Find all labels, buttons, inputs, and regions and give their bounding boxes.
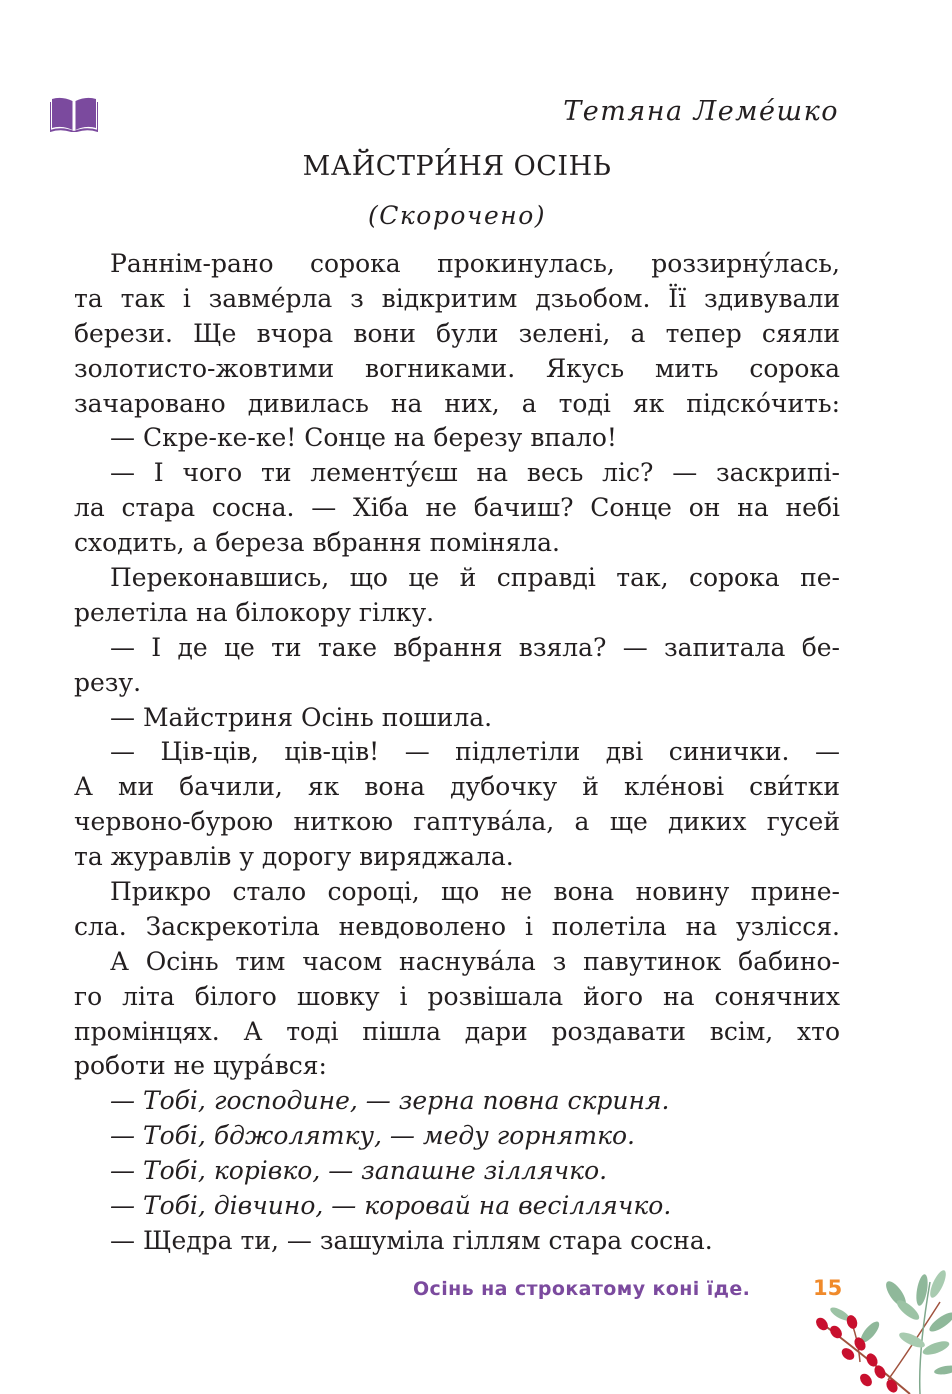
text-line: го літа білого шовку і розвішала його на сонячних bbox=[74, 981, 840, 1011]
text-line: А ми бачили, як вона дубочку й кле́нові сви́тки bbox=[74, 772, 840, 802]
text-line: — Скре-ке-ке! Сонце на березу впало! bbox=[110, 423, 617, 453]
text-line: сла. Заскрекотіла невдоволено і полетіла на узлісся. bbox=[74, 911, 840, 941]
text-line: — Щедра ти, — зашуміла гіллям стара сосна. bbox=[110, 1225, 713, 1255]
berry-branch-icon bbox=[800, 1262, 952, 1394]
author-name: Тетяна Леме́шко bbox=[563, 96, 839, 127]
text-line: — Ців-ців, ців-ців! — підлетіли дві синички. — bbox=[110, 737, 840, 767]
text-line: Раннім-рано сорока прокинулась, роззирну́лась, bbox=[110, 249, 840, 278]
text-line: золотисто-жовтими вогниками. Якусь мить сорока bbox=[74, 353, 840, 383]
text-line: та журавлів у дорогу виряджала. bbox=[74, 842, 514, 872]
open-book-icon bbox=[50, 96, 98, 132]
text-line: — Тобі, бджолятку, — меду горнятко. bbox=[110, 1121, 635, 1151]
footer-proverb: Осінь на строкатому коні їде. bbox=[413, 1278, 751, 1300]
story-subtitle: (Скорочено) bbox=[367, 201, 547, 230]
text-line: — І чого ти лементу́єш на весь ліс? — заскрипі- bbox=[110, 458, 840, 488]
text-line: та так і завме́рла з відкритим дзьобом. Її здивували bbox=[74, 283, 840, 313]
story-title: МАЙСТРИ́НЯ ОСІНЬ bbox=[302, 151, 612, 182]
text-line: резу. bbox=[74, 667, 142, 697]
text-line: — Тобі, корівко, — запашне зіллячко. bbox=[110, 1156, 608, 1186]
story-text bbox=[74, 247, 840, 1259]
text-line: сходить, а береза вбрання поміняла. bbox=[74, 528, 560, 558]
text-line: — Майстриня Осінь пошила. bbox=[110, 702, 493, 732]
page-number: 15 bbox=[813, 1276, 843, 1300]
text-line: промінцях. А тоді пішла дари роздавати всім, хто bbox=[74, 1016, 840, 1046]
text-line: Переконавшись, що це й справді так, сорока пе- bbox=[110, 563, 840, 593]
text-line: Прикро стало сороці, що не вона новину прине- bbox=[110, 877, 840, 907]
text-line: зачаровано дивилась на них, а тоді як підско́чить: bbox=[74, 388, 840, 418]
text-line: берези. Ще вчора вони були зелені, а тепер сяяли bbox=[74, 318, 840, 348]
text-line: червоно-бурою ниткою гаптува́ла, а ще диких гусей bbox=[74, 807, 840, 837]
text-line: — Тобі, господине, — зерна повна скриня. bbox=[110, 1086, 670, 1116]
text-line: А Осінь тим часом наснува́ла з павутинок бабино- bbox=[110, 946, 840, 976]
text-line: — І де це ти таке вбрання взяла? — запитала бе- bbox=[110, 632, 840, 662]
text-line: роботи не цура́вся: bbox=[74, 1051, 327, 1081]
text-line: ла стара сосна. — Хіба не бачиш? Сонце он на небі bbox=[74, 493, 840, 523]
text-line: релетіла на білокору гілку. bbox=[74, 597, 435, 627]
text-line: — Тобі, дівчино, — коровай на весіллячко. bbox=[110, 1191, 672, 1221]
